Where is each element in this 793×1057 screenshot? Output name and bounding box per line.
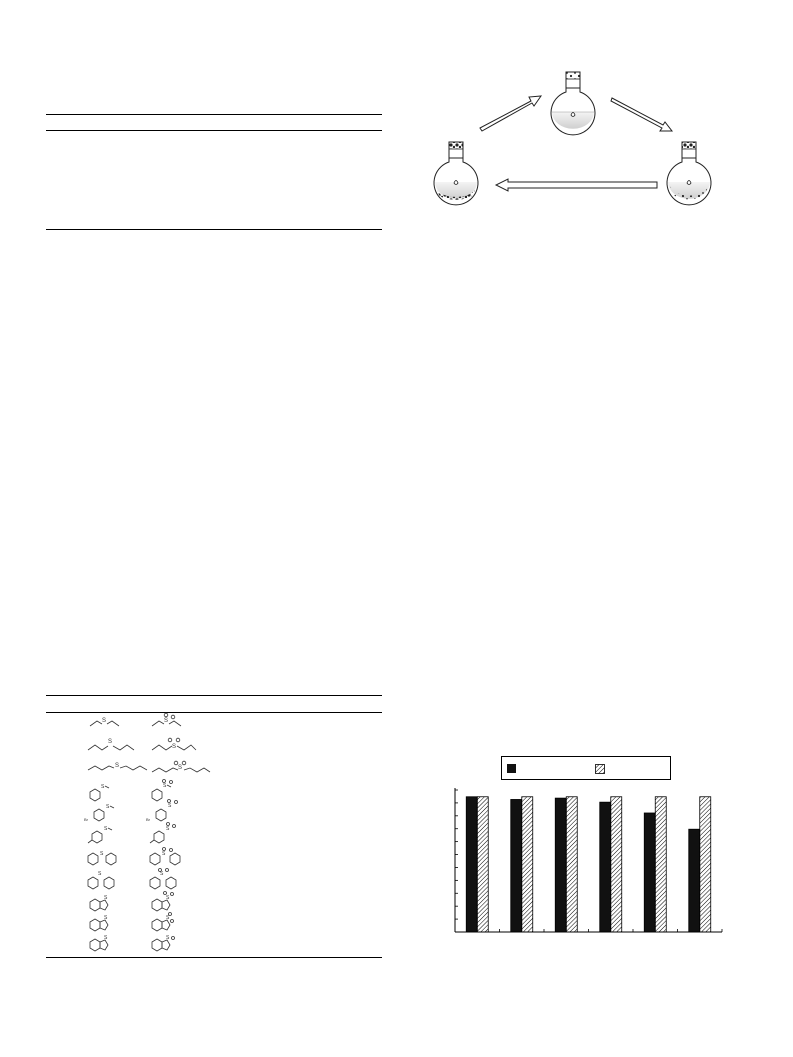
structure-row-4 (90, 780, 173, 802)
structure-row-10 (90, 913, 174, 932)
table-2-top-rule (46, 695, 382, 696)
svg-text:S: S (160, 871, 164, 877)
bar-solid (511, 799, 522, 932)
svg-text:Br: Br (84, 817, 88, 822)
svg-text:S: S (98, 871, 102, 877)
structure-row-7 (88, 848, 180, 866)
bar-hatched (522, 797, 533, 932)
structure-row-8 (88, 869, 176, 890)
bar-hatched (655, 797, 666, 932)
bar-hatched (611, 797, 622, 932)
svg-text:S: S (104, 895, 108, 901)
svg-text:S: S (166, 915, 170, 921)
svg-text:S: S (104, 935, 108, 941)
bar-hatched (566, 797, 577, 932)
structure-row-11 (90, 935, 175, 951)
flask-top (551, 72, 595, 135)
bar-solid (555, 798, 566, 932)
arrow-top-to-right-icon (611, 98, 672, 131)
svg-text:Br: Br (146, 817, 150, 822)
flask-right (667, 142, 711, 205)
structure-row-2 (88, 738, 196, 750)
svg-text:S: S (115, 763, 120, 769)
bar-solid (600, 802, 611, 932)
svg-text:S: S (108, 739, 113, 745)
svg-text:S: S (102, 718, 107, 724)
stir-bar-icon (454, 181, 458, 185)
svg-text:S: S (164, 718, 169, 724)
svg-text:S: S (100, 851, 104, 857)
structure-row-1 (90, 713, 181, 726)
structure-row-3 (88, 761, 210, 772)
table-1-bottom-rule (46, 229, 382, 230)
svg-text:S: S (104, 826, 108, 832)
table-2-structures (80, 710, 300, 960)
chart-plot (445, 785, 745, 945)
stir-bar-icon (571, 113, 575, 117)
svg-text:S: S (162, 851, 166, 857)
svg-text:S: S (104, 915, 108, 921)
flask-left (434, 142, 478, 205)
svg-text:S: S (106, 804, 110, 810)
legend-swatch-solid (507, 764, 516, 773)
chart-legend (501, 756, 671, 780)
svg-text:S: S (168, 803, 172, 809)
structure-row-6 (88, 823, 176, 844)
bar-hatched (700, 797, 711, 932)
svg-text:S: S (163, 783, 167, 789)
svg-text:S: S (166, 935, 170, 941)
structure-row-5 (84, 800, 178, 823)
svg-text:S: S (166, 826, 170, 832)
legend-swatch-hatched (595, 764, 605, 774)
bar-solid (644, 813, 655, 932)
svg-text:S: S (172, 744, 177, 750)
arrow-left-to-top-icon (480, 96, 541, 131)
svg-text:S: S (166, 895, 170, 901)
bar-solid (689, 829, 700, 932)
table-1-header-rule (46, 130, 382, 131)
stir-bar-icon (687, 181, 691, 185)
structure-row-9 (90, 892, 174, 912)
recycle-scheme (425, 68, 725, 208)
bar-solid (466, 797, 477, 932)
arrow-right-to-left-icon (496, 179, 657, 191)
table-1-top-rule (46, 114, 382, 115)
svg-text:S: S (178, 765, 183, 771)
bar-hatched (477, 797, 488, 932)
svg-text:S: S (101, 784, 105, 790)
